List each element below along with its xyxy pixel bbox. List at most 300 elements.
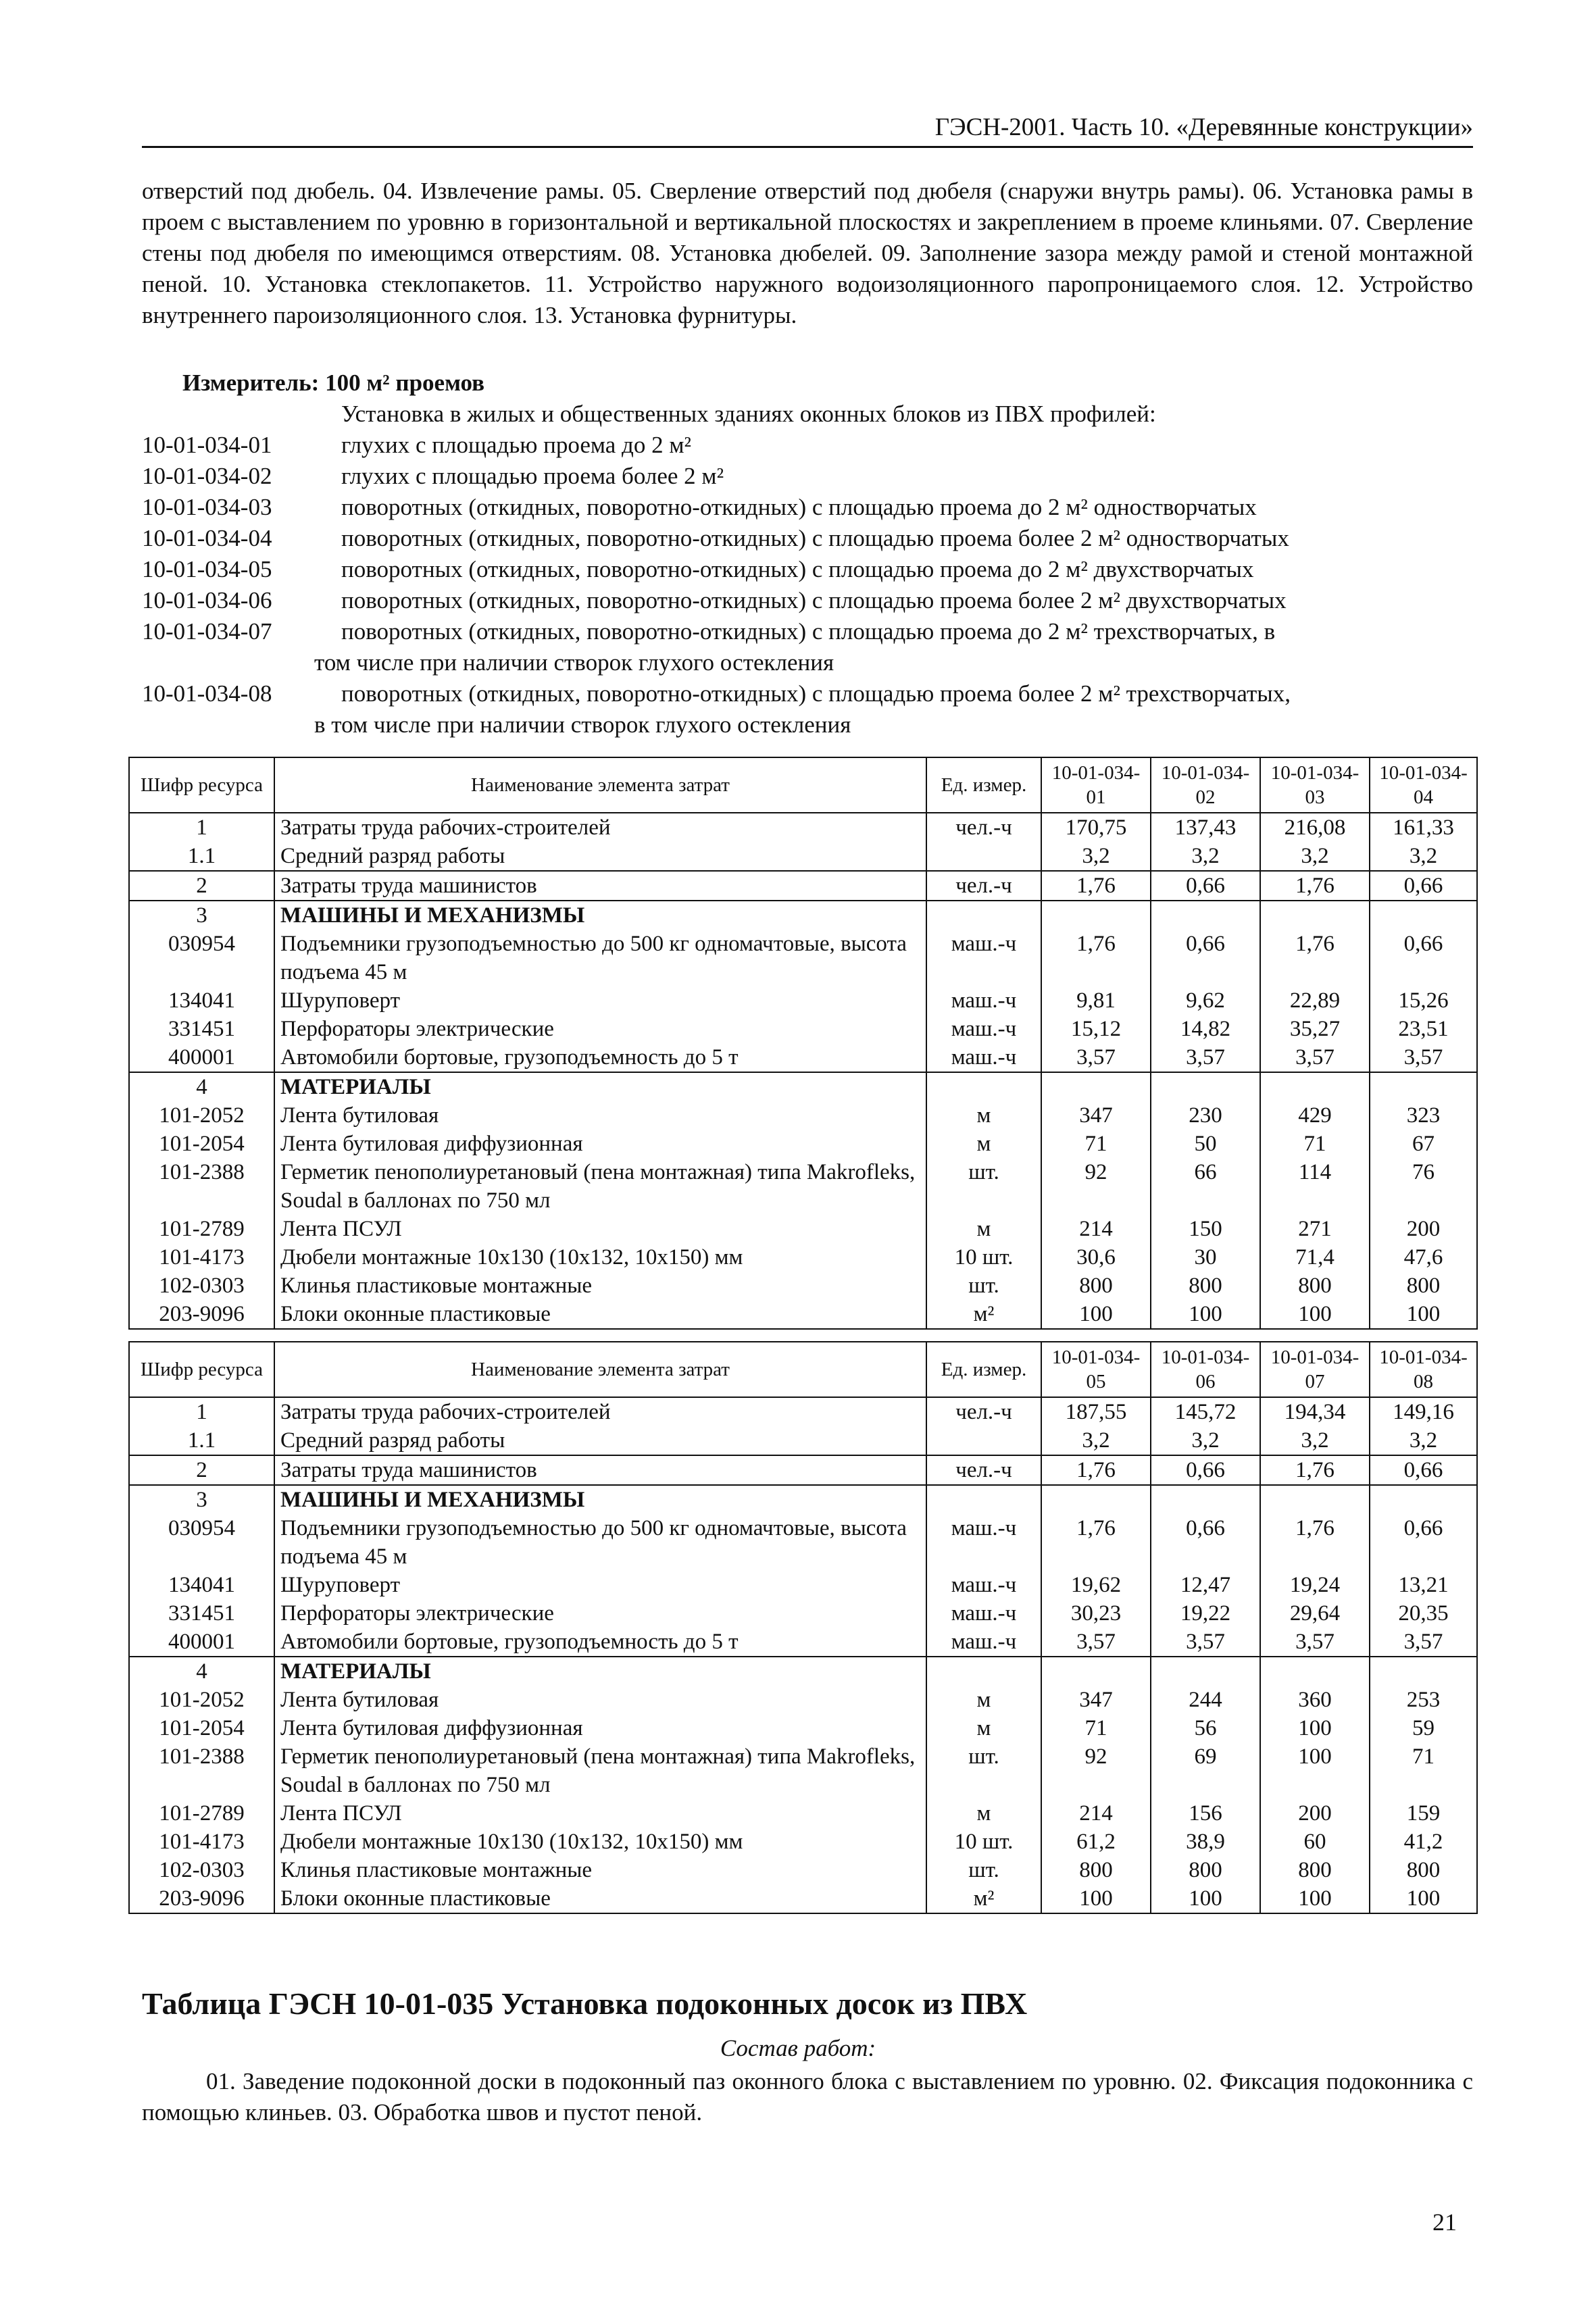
resource-code-cell: 4 — [129, 1657, 274, 1686]
value-cell: 360 — [1260, 1686, 1370, 1714]
table-row — [129, 813, 1477, 842]
cost-element-name-cell: Лента бутиловая диффузионная — [274, 1130, 926, 1158]
norm-code: 10-01-034-04 — [142, 525, 272, 551]
header-norm-column: 10-01-034-07 — [1260, 1342, 1370, 1397]
cost-element-name-cell: Подъемники грузоподъемностью до 500 кг одномачтовые, высота подъема 45 м — [274, 1514, 926, 1571]
value-cell: 3,57 — [1151, 1043, 1260, 1072]
unit-cell: м — [926, 1799, 1041, 1828]
header-norm-column: 10-01-034-02 — [1151, 757, 1260, 813]
value-cell: 9,62 — [1151, 986, 1260, 1015]
value-cell: 0,66 — [1151, 871, 1260, 901]
resource-code-cell: 400001 — [129, 1043, 274, 1072]
norm-code-item — [142, 492, 1473, 523]
table-row — [129, 930, 1477, 986]
value-cell: 150 — [1151, 1215, 1260, 1243]
norm-code-item — [142, 461, 1473, 492]
value-cell — [1260, 901, 1370, 930]
value-cell: 92 — [1041, 1742, 1151, 1799]
table-row — [129, 1243, 1477, 1272]
resource-code-cell: 101-4173 — [129, 1828, 274, 1856]
value-cell: 100 — [1260, 1714, 1370, 1742]
value-cell: 23,51 — [1370, 1015, 1477, 1043]
resource-code-cell: 101-2789 — [129, 1799, 274, 1828]
value-cell: 800 — [1151, 1272, 1260, 1300]
cost-element-name-cell: Затраты труда рабочих-строителей — [274, 813, 926, 842]
value-cell: 47,6 — [1370, 1243, 1477, 1272]
value-cell: 3,2 — [1151, 842, 1260, 871]
resource-code-cell: 203-9096 — [129, 1300, 274, 1329]
value-cell: 0,66 — [1151, 1455, 1260, 1485]
value-cell: 3,57 — [1041, 1043, 1151, 1072]
resource-code-cell: 1.1 — [129, 842, 274, 871]
table-row — [129, 1130, 1477, 1158]
cost-element-name-cell: Затраты труда машинистов — [274, 871, 926, 901]
norm-code-description-line: поворотных (откидных, поворотно-откидных) с площадью проема до 2 м² двухстворчатых — [341, 556, 1254, 582]
cost-element-name-cell: Блоки оконные пластиковые — [274, 1300, 926, 1329]
header-resource-code: Шифр ресурса — [129, 1342, 274, 1397]
value-cell: 20,35 — [1370, 1599, 1477, 1628]
resource-code-cell: 030954 — [129, 1514, 274, 1571]
unit-cell: 10 шт. — [926, 1243, 1041, 1272]
value-cell: 0,66 — [1370, 871, 1477, 901]
table-row — [129, 1215, 1477, 1243]
table-row — [129, 842, 1477, 871]
resource-code-cell: 134041 — [129, 986, 274, 1015]
resource-code-cell: 3 — [129, 1485, 274, 1514]
cost-element-name-cell: Лента бутиловая диффузионная — [274, 1714, 926, 1742]
table-row — [129, 871, 1477, 901]
value-cell: 3,2 — [1041, 842, 1151, 871]
table-row — [129, 1742, 1477, 1799]
unit-cell: м — [926, 1714, 1041, 1742]
norm-code-description — [341, 492, 1473, 523]
value-cell: 3,57 — [1370, 1628, 1477, 1657]
value-cell: 92 — [1041, 1158, 1151, 1215]
cost-element-name-cell: Лента ПСУЛ — [274, 1215, 926, 1243]
cost-element-name-cell: МАШИНЫ И МЕХАНИЗМЫ — [274, 1485, 926, 1514]
value-cell: 19,22 — [1151, 1599, 1260, 1628]
cost-element-name-cell: Автомобили бортовые, грузоподъемность до 5 т — [274, 1043, 926, 1072]
unit-cell: шт. — [926, 1272, 1041, 1300]
norm-code-item — [142, 585, 1473, 616]
resource-code-cell: 2 — [129, 1455, 274, 1485]
resource-code-cell: 331451 — [129, 1599, 274, 1628]
value-cell: 800 — [1041, 1272, 1151, 1300]
unit-cell — [926, 1426, 1041, 1455]
unit-cell: маш.-ч — [926, 1015, 1041, 1043]
value-cell: 0,66 — [1370, 930, 1477, 986]
cost-element-name-cell: МАШИНЫ И МЕХАНИЗМЫ — [274, 901, 926, 930]
resource-code-cell: 1.1 — [129, 1426, 274, 1455]
value-cell — [1370, 1485, 1477, 1514]
unit-cell — [926, 901, 1041, 930]
header-norm-column: 10-01-034-08 — [1370, 1342, 1477, 1397]
header-norm-column: 10-01-034-05 — [1041, 1342, 1151, 1397]
value-cell: 1,76 — [1260, 1455, 1370, 1485]
resource-code-cell: 2 — [129, 871, 274, 901]
page-number: 21 — [1432, 2209, 1457, 2236]
cost-element-name-cell: Автомобили бортовые, грузоподъемность до 5 т — [274, 1628, 926, 1657]
value-cell: 800 — [1370, 1856, 1477, 1884]
unit-cell: чел.-ч — [926, 1397, 1041, 1426]
value-cell — [1151, 1657, 1260, 1686]
table-row — [129, 1686, 1477, 1714]
value-cell: 200 — [1370, 1215, 1477, 1243]
norm-code-description-line: поворотных (откидных, поворотно-откидных) с площадью проема до 2 м² трехстворчатых, в — [341, 618, 1276, 645]
cost-element-name-cell: Подъемники грузоподъемностью до 500 кг одномачтовые, высота подъема 45 м — [274, 930, 926, 986]
cost-element-name-cell: Шуруповерт — [274, 986, 926, 1015]
cost-element-name-cell: Клинья пластиковые монтажные — [274, 1272, 926, 1300]
unit-cell: маш.-ч — [926, 1628, 1041, 1657]
norm-code-item — [142, 430, 1473, 461]
value-cell: 59 — [1370, 1714, 1477, 1742]
value-cell: 50 — [1151, 1130, 1260, 1158]
value-cell — [1370, 1072, 1477, 1101]
header-norm-column: 10-01-034-04 — [1370, 757, 1477, 813]
resource-code-cell: 203-9096 — [129, 1884, 274, 1913]
value-cell: 100 — [1151, 1884, 1260, 1913]
codes-lead-text: Установка в жилых и общественных зданиях оконных блоков из ПВХ профилей: — [341, 401, 1156, 427]
value-cell: 1,76 — [1260, 1514, 1370, 1571]
cost-element-name-cell: Шуруповерт — [274, 1571, 926, 1599]
unit-cell: м² — [926, 1300, 1041, 1329]
value-cell: 216,08 — [1260, 813, 1370, 842]
cost-element-name-cell: Лента бутиловая — [274, 1686, 926, 1714]
table-section-row — [129, 1485, 1477, 1514]
value-cell — [1260, 1657, 1370, 1686]
value-cell: 3,57 — [1260, 1043, 1370, 1072]
norm-code-description-line: глухих с площадью проема до 2 м² — [341, 432, 691, 458]
resource-code-cell: 101-2052 — [129, 1686, 274, 1714]
cost-element-name-cell: МАТЕРИАЛЫ — [274, 1072, 926, 1101]
norm-code-description — [341, 430, 1473, 461]
value-cell — [1370, 1657, 1477, 1686]
value-cell: 19,24 — [1260, 1571, 1370, 1599]
value-cell: 100 — [1260, 1884, 1370, 1913]
value-cell: 71 — [1260, 1130, 1370, 1158]
value-cell: 159 — [1370, 1799, 1477, 1828]
norm-code-description-continuation: том числе при наличии створок глухого остекления — [314, 649, 834, 676]
table-row — [129, 1272, 1477, 1300]
unit-cell: маш.-ч — [926, 1599, 1041, 1628]
norm-code: 10-01-034-05 — [142, 556, 272, 582]
value-cell: 170,75 — [1041, 813, 1151, 842]
norm-code-description-line: поворотных (откидных, поворотно-откидных) с площадью проема более 2 м² трехстворчатых, — [341, 680, 1291, 707]
header-norm-column: 10-01-034-01 — [1041, 757, 1151, 813]
table-row — [129, 1599, 1477, 1628]
norm-code-description — [341, 523, 1473, 554]
cost-element-name-cell: Герметик пенополиуретановый (пена монтажная) типа Makrofleks, Soudal в баллонах по 750 мл — [274, 1158, 926, 1215]
unit-of-measure: Измеритель: 100 м² проемов — [182, 370, 484, 396]
value-cell: 71 — [1041, 1714, 1151, 1742]
value-cell: 38,9 — [1151, 1828, 1260, 1856]
norm-code-item — [142, 678, 1473, 740]
resource-table-1 — [128, 757, 1478, 1330]
unit-cell: шт. — [926, 1158, 1041, 1215]
work-composition-heading: Состав работ: — [720, 2035, 876, 2061]
unit-cell: 10 шт. — [926, 1828, 1041, 1856]
resource-code-cell: 1 — [129, 813, 274, 842]
value-cell: 61,2 — [1041, 1828, 1151, 1856]
value-cell — [1041, 901, 1151, 930]
value-cell: 0,66 — [1370, 1514, 1477, 1571]
value-cell: 3,2 — [1370, 842, 1477, 871]
value-cell: 3,2 — [1260, 1426, 1370, 1455]
norm-code-description — [341, 554, 1473, 585]
value-cell: 22,89 — [1260, 986, 1370, 1015]
value-cell: 800 — [1041, 1856, 1151, 1884]
value-cell: 114 — [1260, 1158, 1370, 1215]
value-cell: 3,2 — [1370, 1426, 1477, 1455]
unit-cell: чел.-ч — [926, 1455, 1041, 1485]
header-norm-column: 10-01-034-06 — [1151, 1342, 1260, 1397]
resource-code-cell: 101-4173 — [129, 1243, 274, 1272]
table-row — [129, 1884, 1477, 1913]
unit-cell: м — [926, 1215, 1041, 1243]
norm-code-description-continuation: в том числе при наличии створок глухого остекления — [314, 711, 851, 738]
norm-code-item — [142, 523, 1473, 554]
table-row — [129, 1856, 1477, 1884]
value-cell: 15,26 — [1370, 986, 1477, 1015]
norm-code-description — [314, 678, 1473, 740]
value-cell: 347 — [1041, 1686, 1151, 1714]
unit-cell: маш.-ч — [926, 1043, 1041, 1072]
value-cell — [1041, 1657, 1151, 1686]
value-cell: 71 — [1370, 1742, 1477, 1799]
unit-cell: маш.-ч — [926, 986, 1041, 1015]
value-cell: 69 — [1151, 1742, 1260, 1799]
table-row — [129, 1571, 1477, 1599]
cost-element-name-cell: Перфораторы электрические — [274, 1599, 926, 1628]
value-cell: 253 — [1370, 1686, 1477, 1714]
table-section-row — [129, 901, 1477, 930]
resource-code-cell: 331451 — [129, 1015, 274, 1043]
norm-code: 10-01-034-03 — [142, 494, 272, 520]
table-header-row — [129, 757, 1477, 813]
norm-code-description-line: поворотных (откидных, поворотно-откидных) с площадью проема более 2 м² двухстворчатых — [341, 587, 1287, 613]
resource-code-cell: 102-0303 — [129, 1272, 274, 1300]
value-cell: 187,55 — [1041, 1397, 1151, 1426]
value-cell: 214 — [1041, 1799, 1151, 1828]
resource-code-cell: 101-2054 — [129, 1714, 274, 1742]
value-cell: 800 — [1260, 1272, 1370, 1300]
value-cell: 0,66 — [1370, 1455, 1477, 1485]
table-row — [129, 986, 1477, 1015]
table-row — [129, 1397, 1477, 1426]
value-cell — [1151, 1485, 1260, 1514]
value-cell: 1,76 — [1041, 1514, 1151, 1571]
value-cell: 0,66 — [1151, 930, 1260, 986]
value-cell: 41,2 — [1370, 1828, 1477, 1856]
value-cell: 30 — [1151, 1243, 1260, 1272]
cost-element-name-cell: Дюбели монтажные 10x130 (10x132, 10x150) мм — [274, 1243, 926, 1272]
unit-cell: м — [926, 1130, 1041, 1158]
value-cell: 100 — [1370, 1300, 1477, 1329]
table-row — [129, 1455, 1477, 1485]
value-cell: 67 — [1370, 1130, 1477, 1158]
value-cell: 137,43 — [1151, 813, 1260, 842]
value-cell: 71,4 — [1260, 1243, 1370, 1272]
table-row — [129, 1300, 1477, 1329]
value-cell: 100 — [1260, 1742, 1370, 1799]
value-cell: 100 — [1041, 1884, 1151, 1913]
norm-code-description-line: глухих с площадью проема более 2 м² — [341, 463, 724, 489]
value-cell: 56 — [1151, 1714, 1260, 1742]
norm-code: 10-01-034-08 — [142, 680, 272, 707]
value-cell — [1370, 901, 1477, 930]
value-cell — [1041, 1485, 1151, 1514]
value-cell: 3,2 — [1260, 842, 1370, 871]
unit-cell: чел.-ч — [926, 813, 1041, 842]
unit-cell — [926, 1657, 1041, 1686]
header-cost-element-name: Наименование элемента затрат — [274, 1342, 926, 1397]
unit-cell: чел.-ч — [926, 871, 1041, 901]
value-cell: 12,47 — [1151, 1571, 1260, 1599]
table-row — [129, 1101, 1477, 1130]
value-cell: 60 — [1260, 1828, 1370, 1856]
header-cost-element-name: Наименование элемента затрат — [274, 757, 926, 813]
cost-element-name-cell: Лента ПСУЛ — [274, 1799, 926, 1828]
resource-code-cell: 101-2054 — [129, 1130, 274, 1158]
unit-cell: маш.-ч — [926, 930, 1041, 986]
header-unit: Ед. измер. — [926, 1342, 1041, 1397]
norm-code: 10-01-034-02 — [142, 463, 272, 489]
value-cell: 149,16 — [1370, 1397, 1477, 1426]
resource-code-cell: 4 — [129, 1072, 274, 1101]
table-row — [129, 1043, 1477, 1072]
value-cell: 35,27 — [1260, 1015, 1370, 1043]
resource-code-cell: 101-2388 — [129, 1742, 274, 1799]
value-cell: 429 — [1260, 1101, 1370, 1130]
header-norm-column: 10-01-034-03 — [1260, 757, 1370, 813]
value-cell: 1,76 — [1260, 930, 1370, 986]
value-cell: 30,6 — [1041, 1243, 1151, 1272]
value-cell: 271 — [1260, 1215, 1370, 1243]
table-row — [129, 1628, 1477, 1657]
resource-table-2 — [128, 1341, 1478, 1914]
unit-cell: маш.-ч — [926, 1514, 1041, 1571]
value-cell: 1,76 — [1041, 930, 1151, 986]
value-cell: 161,33 — [1370, 813, 1477, 842]
value-cell: 3,57 — [1041, 1628, 1151, 1657]
header-unit: Ед. измер. — [926, 757, 1041, 813]
value-cell: 230 — [1151, 1101, 1260, 1130]
norm-code-description — [341, 461, 1473, 492]
value-cell: 156 — [1151, 1799, 1260, 1828]
value-cell: 1,76 — [1260, 871, 1370, 901]
value-cell: 13,21 — [1370, 1571, 1477, 1599]
unit-cell: м² — [926, 1884, 1041, 1913]
resource-code-cell: 102-0303 — [129, 1856, 274, 1884]
cost-element-name-cell: Средний разряд работы — [274, 842, 926, 871]
cost-element-name-cell: Средний разряд работы — [274, 1426, 926, 1455]
value-cell — [1041, 1072, 1151, 1101]
value-cell: 244 — [1151, 1686, 1260, 1714]
value-cell: 347 — [1041, 1101, 1151, 1130]
value-cell: 76 — [1370, 1158, 1477, 1215]
cost-element-name-cell: Дюбели монтажные 10x130 (10x132, 10x150) мм — [274, 1828, 926, 1856]
cost-element-name-cell: МАТЕРИАЛЫ — [274, 1657, 926, 1686]
value-cell: 200 — [1260, 1799, 1370, 1828]
unit-cell — [926, 1485, 1041, 1514]
value-cell: 0,66 — [1151, 1514, 1260, 1571]
value-cell: 100 — [1260, 1300, 1370, 1329]
norm-code: 10-01-034-06 — [142, 587, 272, 613]
cost-element-name-cell: Лента бутиловая — [274, 1101, 926, 1130]
table-row — [129, 1714, 1477, 1742]
table-row — [129, 1158, 1477, 1215]
unit-cell — [926, 842, 1041, 871]
value-cell: 3,57 — [1151, 1628, 1260, 1657]
norm-code-item — [142, 554, 1473, 585]
value-cell: 66 — [1151, 1158, 1260, 1215]
value-cell: 19,62 — [1041, 1571, 1151, 1599]
value-cell: 214 — [1041, 1215, 1151, 1243]
table-row — [129, 1426, 1477, 1455]
table-header-row — [129, 1342, 1477, 1397]
table-row — [129, 1828, 1477, 1856]
table-row — [129, 1514, 1477, 1571]
value-cell: 15,12 — [1041, 1015, 1151, 1043]
value-cell: 323 — [1370, 1101, 1477, 1130]
table-row — [129, 1799, 1477, 1828]
unit-cell: шт. — [926, 1742, 1041, 1799]
value-cell: 30,23 — [1041, 1599, 1151, 1628]
cost-element-name-cell: Блоки оконные пластиковые — [274, 1884, 926, 1913]
value-cell: 100 — [1041, 1300, 1151, 1329]
next-table-body: 01. Заведение подоконной доски в подоконный паз оконного блока с выставлением по уровню. 02. Фиксация подоконника с помощью клиньев. 03. Обработка швов и пустот пеной. — [142, 2068, 1473, 2126]
value-cell: 800 — [1260, 1856, 1370, 1884]
norm-codes-list — [142, 430, 1473, 740]
header-resource-code: Шифр ресурса — [129, 757, 274, 813]
cost-element-name-cell: Затраты труда рабочих-строителей — [274, 1397, 926, 1426]
unit-cell: м — [926, 1101, 1041, 1130]
next-table-title: Таблица ГЭСН 10-01-035 Установка подоконных досок из ПВХ — [142, 1986, 1028, 2021]
value-cell: 3,2 — [1151, 1426, 1260, 1455]
norm-code: 10-01-034-07 — [142, 618, 272, 645]
norm-code-description — [314, 616, 1473, 678]
cost-element-name-cell: Перфораторы электрические — [274, 1015, 926, 1043]
table-section-row — [129, 1072, 1477, 1101]
running-header: ГЭСН-2001. Часть 10. «Деревянные конструкции» — [142, 112, 1473, 148]
work-composition-text — [142, 176, 1473, 331]
value-cell: 100 — [1370, 1884, 1477, 1913]
value-cell: 3,57 — [1260, 1628, 1370, 1657]
resource-code-cell: 101-2052 — [129, 1101, 274, 1130]
value-cell: 14,82 — [1151, 1015, 1260, 1043]
cost-element-name-cell: Затраты труда машинистов — [274, 1455, 926, 1485]
resource-code-cell: 101-2789 — [129, 1215, 274, 1243]
value-cell — [1260, 1485, 1370, 1514]
value-cell: 1,76 — [1041, 1455, 1151, 1485]
value-cell — [1151, 901, 1260, 930]
value-cell: 9,81 — [1041, 986, 1151, 1015]
resource-code-cell: 101-2388 — [129, 1158, 274, 1215]
value-cell: 145,72 — [1151, 1397, 1260, 1426]
value-cell: 800 — [1370, 1272, 1477, 1300]
value-cell: 194,34 — [1260, 1397, 1370, 1426]
table-row — [129, 1015, 1477, 1043]
unit-cell: шт. — [926, 1856, 1041, 1884]
value-cell: 29,64 — [1260, 1599, 1370, 1628]
work-composition-paragraph: отверстий под дюбель. 04. Извлечение рамы. 05. Сверление отверстий под дюбеля (снаружи внутрь рамы). 06. Установка рамы в проем с выставлением по уровню в горизонтальной и вертикальной плоскостях и закреплением в проеме клиньями. 07. Сверление стены под дюбеля по имеющимся отверстиям. 08. Установка дюбелей. 09. Заполнение зазора между рамой и стеной монтажной пеной. 10. Установка стеклопакетов. 11. Устройство наружного водоизоляционного паропроницаемого слоя. 12. Устройство внутреннего пароизоляционного слоя. 13. Установка фурнитуры. — [142, 178, 1473, 328]
value-cell: 3,2 — [1041, 1426, 1151, 1455]
resource-code-cell: 1 — [129, 1397, 274, 1426]
unit-cell — [926, 1072, 1041, 1101]
value-cell: 1,76 — [1041, 871, 1151, 901]
cost-element-name-cell: Клинья пластиковые монтажные — [274, 1856, 926, 1884]
resource-code-cell: 400001 — [129, 1628, 274, 1657]
